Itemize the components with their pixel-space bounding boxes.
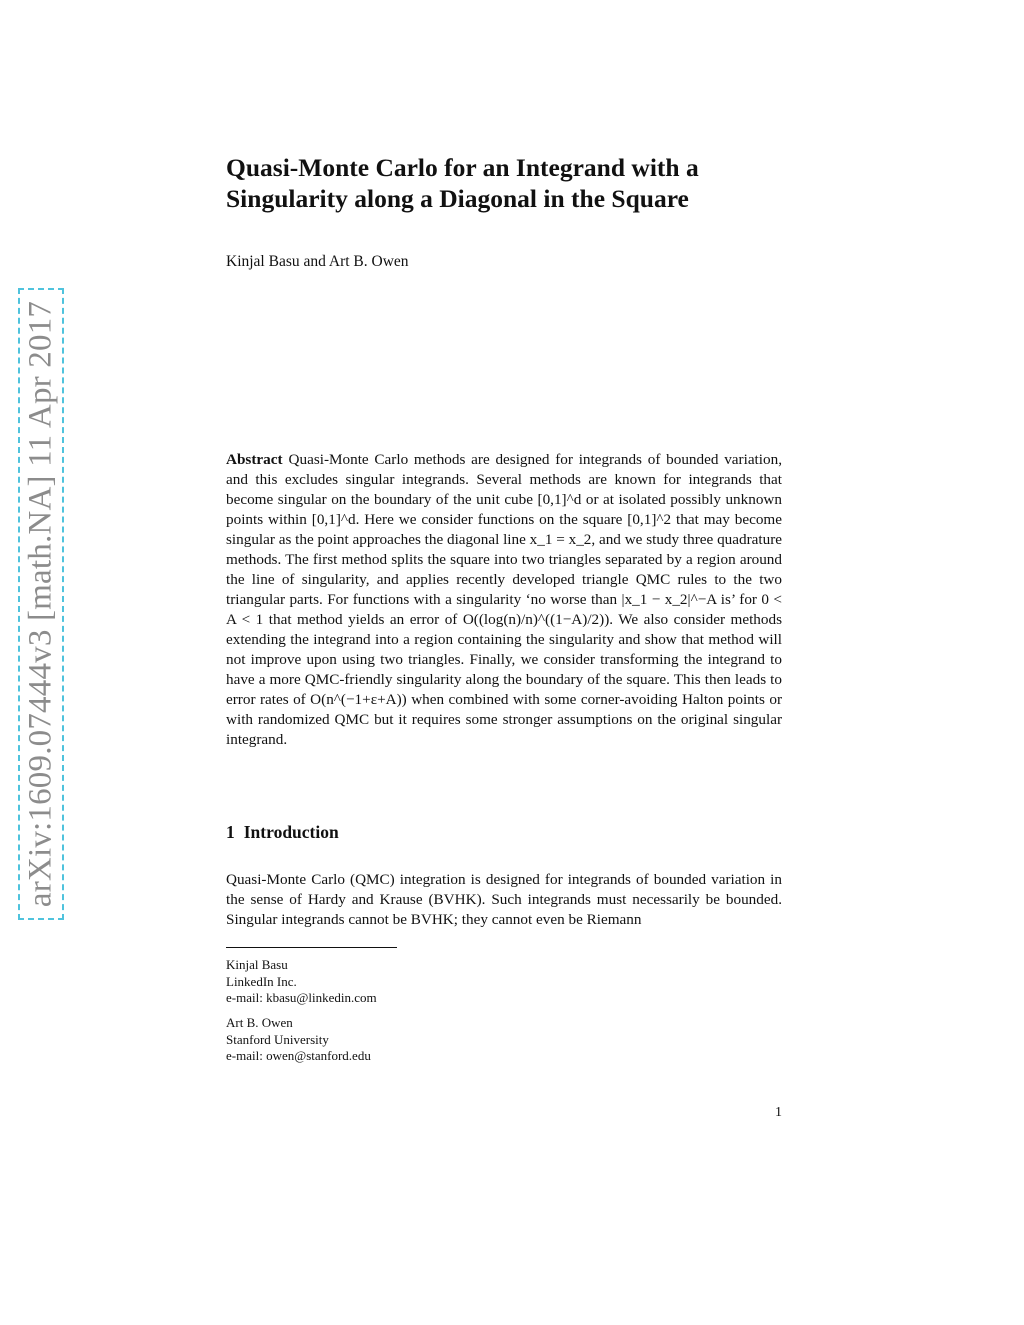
introduction-paragraph: Quasi-Monte Carlo (QMC) integration is designed for integrands of bounded variation in the sense of Hardy and Krause (BVHK). Such integrands must necessarily be bounded. Singular integrands cannot be BVHK; they cannot even be Riemann — [226, 871, 782, 928]
footnote-divider — [226, 947, 397, 948]
affiliation-organization: Stanford University — [226, 1031, 329, 1047]
arxiv-identifier-text[interactable]: arXiv:1609.07444v3 [math.NA] 11 Apr 2017 — [22, 300, 59, 908]
affiliation-block-owen — [226, 1015, 371, 1065]
affiliation-name: Art B. Owen — [226, 1015, 293, 1030]
section-title: Introduction — [243, 822, 339, 842]
affiliation-email[interactable]: e-mail: kbasu@linkedin.com — [226, 990, 377, 1005]
affiliation-name: Kinjal Basu — [226, 957, 288, 972]
affiliation-organization: LinkedIn Inc. — [226, 973, 297, 989]
paper-title — [226, 152, 786, 214]
abstract-text: Quasi-Monte Carlo methods are designed for integrands of bounded variation, and this excludes singular integrands. Several methods are known for integrands that become singular on the boundary of the unit cube [0,1]^d or at isolated possibly unknown points within [0,1]^d. Here we consider functions on the square [0,1]^2 that may become singular as the point approaches the diagonal line x_1 = x_2, and we study three quadrature methods. The first method splits the square into two triangles separated by a region around the line of singularity, and applies recently developed triangle QMC rules to the two triangular parts. For functions with a singularity ‘no worse than |x_1 − x_2|^−A is’ for 0 < A < 1 that method yields an error of O((log(n)/n)^((1−A)/2)). We also consider methods extending the integrand into a region containing the singularity and show that method will not improve upon using two triangles. Finally, we consider transforming the integrand to have a more QMC-friendly singularity along the boundary of the square. This then leads to error rates of O(n^(−1+ε+A)) when combined with some corner-avoiding Halton points or with randomized QMC but it requires some stronger assumptions on the original singular integrand. — [226, 451, 782, 748]
paper-title-line-2: Singularity along a Diagonal in the Square — [226, 184, 689, 213]
paper-authors: Kinjal Basu and Art B. Owen — [226, 253, 409, 270]
page-number: 1 — [775, 1105, 782, 1120]
section-heading-introduction — [226, 821, 339, 843]
paper-title-line-1: Quasi-Monte Carlo for an Integrand with a — [226, 153, 699, 182]
affiliation-block-basu — [226, 957, 377, 1007]
abstract-label: Abstract — [226, 451, 283, 468]
arxiv-identifier-stamp[interactable] — [18, 288, 64, 920]
affiliation-email[interactable]: e-mail: owen@stanford.edu — [226, 1048, 371, 1063]
section-number: 1 — [226, 822, 235, 842]
abstract-paragraph — [226, 450, 782, 750]
